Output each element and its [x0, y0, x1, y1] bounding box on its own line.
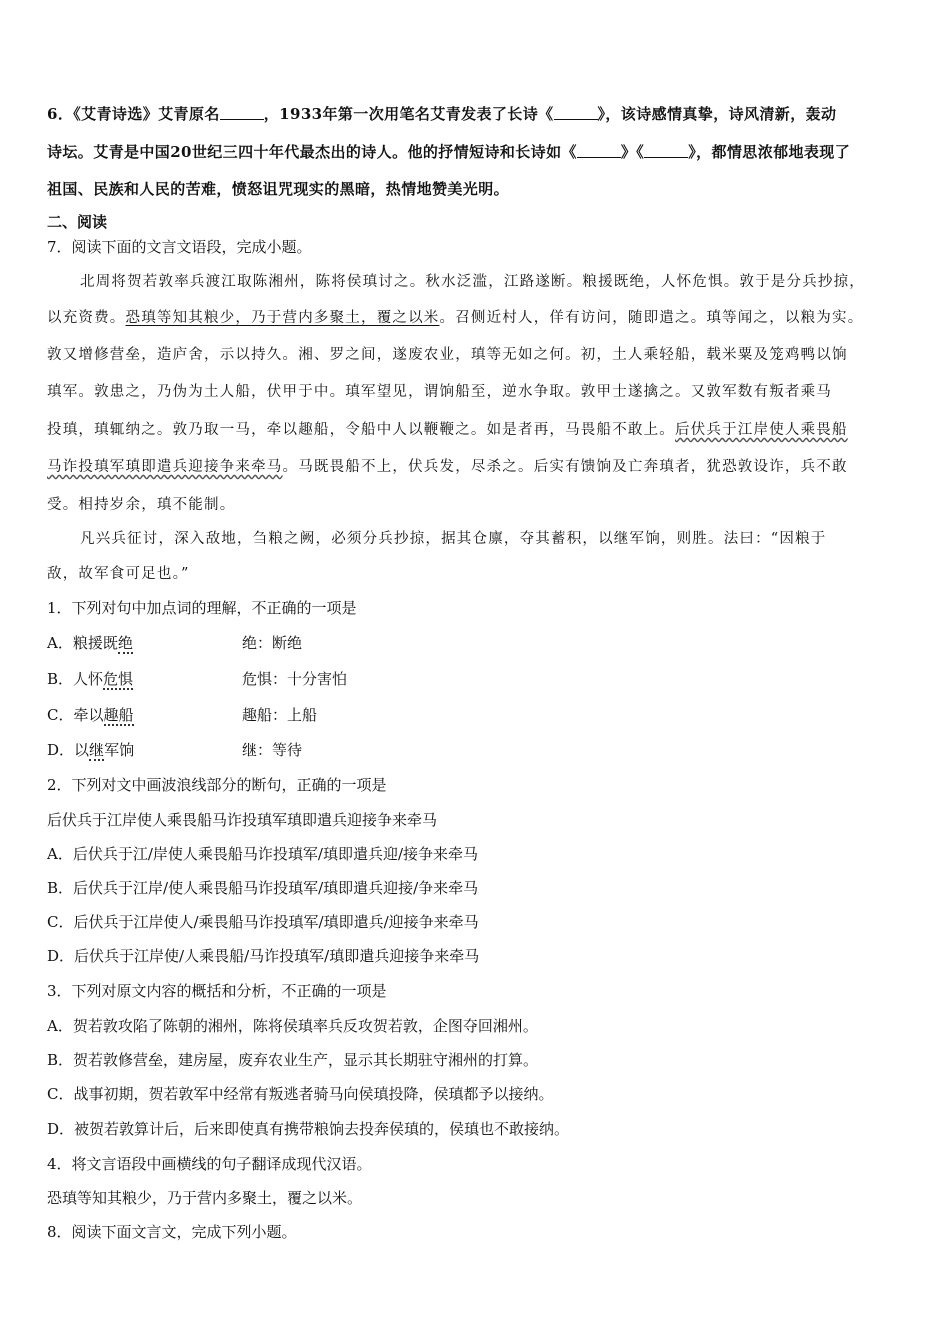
passage-line-4: 瑱军。敦患之，乃伪为土人船，伏甲于中。瑱军望见，谓饷船至，逆水争取。敦甲士遂擒之。又敦军数有叛者乘马 [47, 384, 832, 400]
passage-line-1: 北周将贺若敦率兵渡江取陈湘州，陈将侯瑱讨之。秋水泛滥，江路遂断。粮援既绝，人怀危惧。敦于是分兵抄掠， [80, 274, 865, 290]
answer-blank [220, 105, 264, 120]
q6-line-3: 祖国、民族和人民的苦难，愤怒诅咒现实的黑暗，热情地赞美光明。 [47, 180, 510, 198]
option-gloss: 绝：断绝 [242, 634, 303, 652]
sub3-stem: 3．下列对原文内容的概括和分析，不正确的一项是 [47, 982, 387, 1000]
dotted-word: 继 [89, 741, 105, 759]
sub1-stem: 1．下列对句中加点词的理解，不正确的一项是 [47, 599, 357, 617]
dotted-word: 危惧 [103, 670, 134, 688]
q6-text: 6．《艾青诗选》艾青原名 [47, 105, 220, 123]
q6-text: 》，都情思浓郁地表现了 [688, 143, 851, 161]
passage-line-9: 敌，故军食可足也。” [47, 566, 190, 582]
passage-line-3: 敦又增修营垒，造庐舍，示以持久。湘、罗之间，遂废农业，瑱等无如之何。初，土人乘轻船，载米粟及笼鸡鸭以饷 [47, 347, 848, 363]
option-phrase: 牵以 [73, 706, 104, 724]
sub3-option-d: D．被贺若敦算计后，后来即使真有携带粮饷去投奔侯瑱的，侯瑱也不敢接纳。 [47, 1120, 570, 1138]
sub2-option-d: D．后伏兵于江岸使/人乘畏船/马诈投瑱军/瑱即遣兵迎接争来牵马 [47, 947, 480, 965]
option-phrase: 人怀 [73, 670, 104, 688]
sub1-option-a [47, 632, 303, 653]
dotted-word: 趣船 [103, 706, 134, 724]
sub3-option-a: A．贺若敦攻陷了陈朝的湘州，陈将侯瑱率兵反攻贺若敦，企图夺回湘州。 [47, 1017, 538, 1035]
q6-text: 》，该诗感情真挚，诗风清新，轰动 [597, 105, 837, 123]
passage-line-7: 受。相持岁余，瑱不能制。 [47, 497, 236, 513]
option-letter: D． [47, 741, 75, 759]
q6-text: ，1933年第一次用笔名艾青发表了长诗《 [263, 105, 554, 123]
q7-intro: 7．阅读下面的文言文语段，完成小题。 [47, 238, 312, 256]
passage-line-6 [47, 455, 848, 476]
q6-line-1 [47, 103, 836, 124]
sub2-stem: 2．下列对文中画波浪线部分的断句，正确的一项是 [47, 776, 387, 794]
sub4-sentence: 恐瑱等知其粮少，乃于营内多聚土，覆之以米。 [47, 1189, 363, 1207]
sub1-option-b [47, 668, 348, 689]
option-phrase: 粮援既 [72, 634, 118, 652]
section-title: 二、阅读 [47, 213, 108, 231]
dotted-word: 绝 [117, 634, 133, 652]
q6-text: 》《 [620, 143, 645, 161]
passage-text: 以充资费。 [47, 310, 126, 326]
wavy-underlined-text: 马诈投瑱军瑱即遣兵迎接争来牵马 [47, 459, 283, 475]
option-letter: C． [47, 706, 74, 724]
q8-intro: 8．阅读下面文言文，完成下列小题。 [47, 1223, 297, 1241]
sub1-option-c [47, 704, 318, 725]
option-letter: B． [47, 670, 74, 688]
option-gloss: 继：等待 [242, 741, 303, 759]
sub2-option-a: A．后伏兵于江/岸使人乘畏船马诈投瑱军/瑱即遣兵迎/接争来牵马 [47, 845, 478, 863]
answer-blank [644, 143, 688, 158]
passage-text: 。马既畏船不上，伏兵发，尽杀之。后实有馈饷及亡奔瑱者，犹恐敦设诈，兵不敢 [282, 459, 848, 475]
passage-line-2 [47, 306, 863, 327]
passage-text: 。召侧近村人，佯有访问，随即遣之。瑱等闻之，以粮为实。 [439, 310, 864, 326]
underlined-sentence: 恐瑱等知其粮少，乃于营内多聚土，覆之以米 [125, 310, 440, 326]
q6-line-2 [47, 141, 850, 162]
passage-line-5 [47, 418, 848, 439]
option-phrase: 军饷 [104, 741, 135, 759]
answer-blank [577, 143, 621, 158]
sub2-option-c: C．后伏兵于江岸使人/乘畏船马诈投瑱军/瑱即遣兵/迎接争来牵马 [47, 913, 479, 931]
q6-text: 诗坛。艾青是中国20世纪三四十年代最杰出的诗人。他的抒情短诗和长诗如《 [47, 143, 577, 161]
option-phrase: 以 [74, 741, 90, 759]
passage-text: 投瑱，瑱辄纳之。敦乃取一马，牵以趣船，令船中人以鞭鞭之。如是者再，马畏船不敢上。 [47, 422, 675, 438]
wavy-underlined-text: 后伏兵于江岸使人乘畏船 [675, 422, 848, 438]
sub3-option-b: B．贺若敦修营垒，建房屋，废弃农业生产，显示其长期驻守湘州的打算。 [47, 1051, 539, 1069]
passage-line-8: 凡兴兵征讨，深入敌地，刍粮之阙，必须分兵抄掠，据其仓廪，夺其蓄积，以继军饷，则胜。法曰：“因粮于 [80, 531, 827, 547]
sub2-sentence: 后伏兵于江岸使人乘畏船马诈投瑱军瑱即遣兵迎接争来牵马 [47, 811, 438, 829]
sub3-option-c: C．战事初期，贺若敦军中经常有叛逃者骑马向侯瑱投降，侯瑱都予以接纳。 [47, 1085, 554, 1103]
sub2-option-b: B．后伏兵于江岸/使人乘畏船马诈投瑱军/瑱即遣兵迎接/争来牵马 [47, 879, 479, 897]
sub4-stem: 4．将文言语段中画横线的句子翻译成现代汉语。 [47, 1155, 372, 1173]
option-gloss: 危惧：十分害怕 [242, 670, 348, 688]
answer-blank [554, 105, 598, 120]
sub1-option-d [47, 739, 303, 760]
option-letter: A． [47, 634, 73, 652]
option-gloss: 趣船：上船 [242, 706, 318, 724]
